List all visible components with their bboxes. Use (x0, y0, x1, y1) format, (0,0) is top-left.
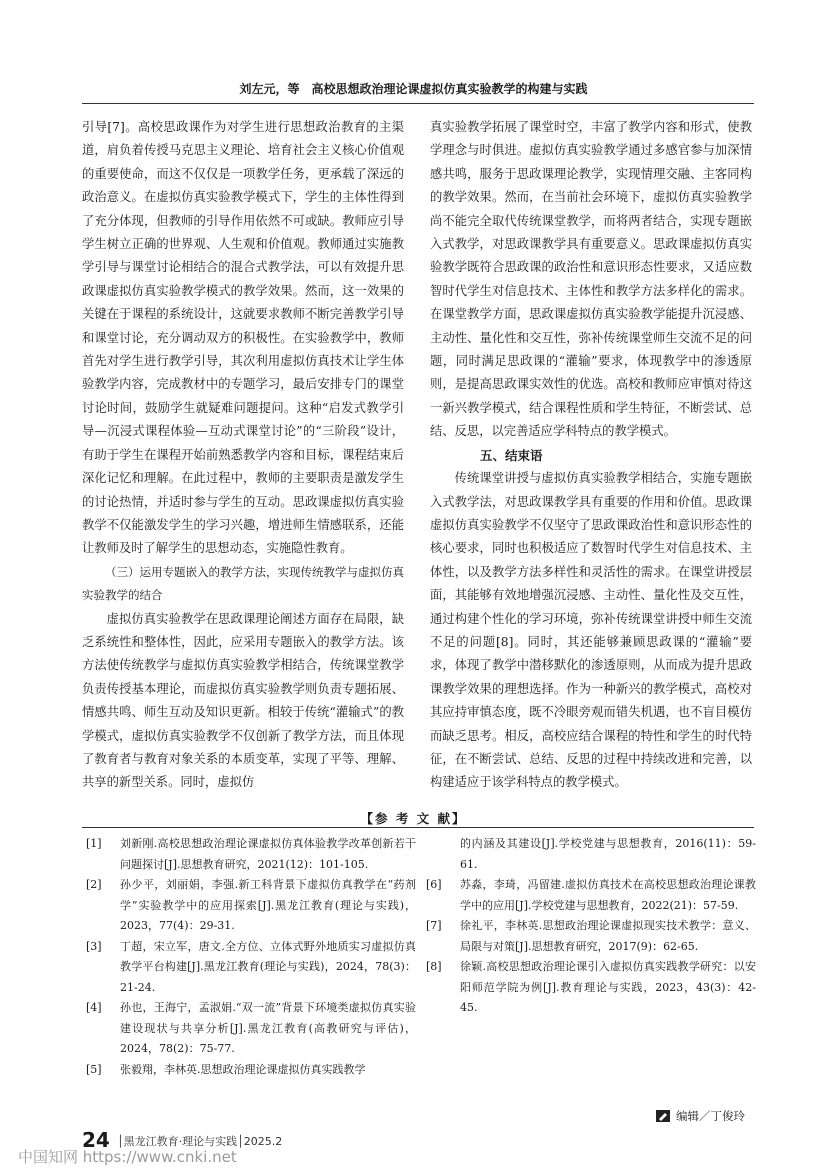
reference-text: 孙少平，刘丽娟，李强.新工科背景下虚拟仿真教学在“药剂学”实验教学中的应用探索[J].黑龙江教育(理论与实践)，2023，77(4)：29-31. (120, 878, 416, 932)
reference-number: [4] (86, 1001, 102, 1014)
running-header: 刘左元，等 高校思想政治理论课虚拟仿真实验教学的构建与实践 (239, 82, 588, 96)
reference-number: [6] (426, 878, 442, 891)
left-paragraph-2: 虚拟仿真实验教学在思政课理论阐述方面存在局限，缺乏系统性和整体性，因此，应采用专题嵌入的教学方法。该方法使传统教学与虚拟仿真实验教学相结合，传统课堂教学负责传授基本理论，而虚拟仿真实验教学则负责专题拓展、情感共鸣、师生互动及知识更新。相较于传统“灌输式”的教学模式，虚拟仿真实验教学不仅创新了教学方法，而且体现了教育者与教育对象关系的本质变革，实现了平等、理解、共享的新型关系。同时，虚拟仿 (82, 611, 404, 790)
reference-number: [8] (426, 960, 442, 973)
reference-number (426, 834, 460, 875)
header-divider (82, 103, 754, 104)
left-paragraph-1: 引导[7]。高校思政课作为对学生进行思想政治教育的主渠道，肩负着传授马克思主义理论、培育社会主义核心价值观的重要使命，而这不仅仅是一项教学任务，更承载了深远的政治意义。在虚拟仿真实验教学模式下，学生的主体性得到了充分体现，但教师的引导作用依然不可或缺。教师应引导学生树立正确的世界观、人生观和价值观。教师通过实施教学引导与课堂讨论相结合的混合式教学法，可以有效提升思政课虚拟仿真实验教学模式的教学效果。然而，这一效果的关键在于课程的系统设计，这就要求教师不断完善教学引导和课堂讨论，充分调动双方的积极性。在实验教学中，教师首先对学生进行教学引导，其次利用虚拟仿真技术让学生体验教学内容，完成教材中的专题学习，最后安排专门的课堂讨论时间，鼓励学生就疑难问题提问。这种“启发式教学引导—沉浸式课程体验—互动式课堂讨论”的“三阶段”设计，有助于学生在课程开始前熟悉教学内容和目标，课程结束后深化记忆和理解。在此过程中，教师的主要职责是激发学生的讨论热情，并适时参与学生的互动。思政课虚拟仿真实验教学不仅能激发学生的学习兴趣，增进师生情感联系，还能让教师及时了解学生的思想动态，实施隐性教育。 (82, 120, 404, 556)
reference-number: [2] (86, 878, 102, 891)
reference-text: 的内涵及其建设[J].学校党建与思想教育，2016(11)：59-61. (460, 837, 756, 871)
reference-text: 徐礼平，李林英.思想政治理论课虚拟现实技术教学：意义、局限与对策[J].思想教育研究，2017(9)：62-65. (460, 919, 756, 953)
references-left-column (86, 834, 416, 1080)
reference-item (86, 875, 416, 937)
editor-name: 编辑／丁俊玲 (676, 1109, 745, 1123)
left-column (82, 116, 404, 795)
pen-icon (656, 1110, 670, 1122)
reference-text: 苏淼，李琦，冯留建.虚拟仿真技术在高校思想政治理论课教学中的应用[J].学校党建与思想教育，2022(21)：57-59. (460, 878, 756, 912)
reference-item (86, 1060, 416, 1081)
section-title-conclusion: 五、结束语 (480, 447, 543, 463)
reference-text: 丁超，宋立军，唐文.全方位、立体式野外地质实习虚拟仿真教学平台构建[J].黑龙江教育(理论与实践)，2024，78(3)：21-24. (120, 939, 416, 994)
cnki-watermark: 中国知网 https://www.cnki.net (18, 1148, 237, 1166)
reference-item (86, 998, 416, 1060)
reference-text: 刘新刚.高校思想政治理论课虚拟仿真体验教学改革创新若干问题探讨[J].思想教育研究，2021(12)：101-105. (120, 837, 416, 871)
reference-item (86, 834, 416, 875)
reference-text: 孙也，王海宁，孟淑娟.“双一流”背景下环境类虚拟仿真实验建设现状与共享分析[J].黑龙江教育(高教研究与评估)，2024，78(2)：75-77. (120, 1001, 416, 1055)
reference-item (86, 937, 416, 999)
reference-item (426, 916, 756, 957)
reference-item (426, 875, 756, 916)
reference-text: 徐颖.高校思想政治理论课引入虚拟仿真实践教学研究：以安阳师范学院为例[J].教育理论与实践，2023，43(3)：42-45. (460, 960, 756, 1014)
right-column (430, 116, 752, 795)
reference-item (426, 834, 756, 875)
reference-text: 张毅翔，李林英.思想政治理论课虚拟仿真实践教学 (120, 1062, 366, 1076)
right-paragraph-1: 真实验教学拓展了课堂时空，丰富了教学内容和形式，使教学理念与时俱进。虚拟仿真实验教学通过多感官参与加深情感共鸣，服务于思政课理论教学，实现情理交融、主客同构的教学效果。然而，在当前社会环境下，虚拟仿真实验教学尚不能完全取代传统课堂教学，而将两者结合，实现专题嵌入式教学，对思政课教学具有重要意义。思政课虚拟仿真实验教学既符合思政课的政治性和意识形态性要求，又适应数智时代学生对信息技术、主体性和教学方法多样化的需求。在课堂教学方面，思政课虚拟仿真实验教学能提升沉浸感、主动性、量化性和交互性，弥补传统课堂师生交流不足的问题，同时满足思政课的“灌输”要求，体现教学中的渗透原则，是提高思政课实效性的优选。高校和教师应审慎对待这一新兴教学模式，结合课程性质和学生特征，不断尝试、总结、反思，以完善适应学科特点的教学模式。 (430, 120, 752, 439)
subsection-heading: （三）运用专题嵌入的教学方法，实现传统教学与虚拟仿真实验教学的结合 (82, 564, 404, 603)
right-paragraph-2: 传统课堂讲授与虚拟仿真实验教学相结合，实施专题嵌入式教学法，对思政课教学具有重要的作用和价值。思政课虚拟仿真实验教学不仅坚守了思政课政治性和意识形态性的核心要求，同时也积极适应了数智时代学生对信息技术、主体性，以及教学方法多样性和灵活性的需求。在课堂讲授层面，其能够有效地增强沉浸感、主动性、量化性及交互性，通过构建个性化的学习环境，弥补传统课堂讲授中师生交流不足的问题[8]。同时，其还能够兼顾思政课的“灌输”要求，体现了教学中潜移默化的渗透原则，从而成为提升思政课教学效果的理想选择。作为一种新兴的教学模式，高校对其应持审慎态度，既不冷眼旁观而错失机遇，也不盲目模仿而缺乏思考。相反，高校应结合课程的特性和学生的时代特征，在不断尝试、总结、反思的过程中持续改进和完善，以构建适应于该学科特点的教学模式。 (430, 471, 752, 790)
references-divider (82, 827, 754, 828)
reference-number: [1] (86, 837, 102, 850)
reference-number: [3] (86, 939, 102, 953)
page-number: 24 (82, 1128, 110, 1152)
reference-item (426, 957, 756, 1019)
reference-number: [7] (426, 919, 442, 932)
references-title: 【参 考 文 献】 (360, 811, 467, 826)
journal-footer: │黑龙江教育·理论与实践│2025.2 (117, 1135, 283, 1148)
editor-credit (656, 1108, 745, 1124)
reference-number: [5] (86, 1062, 102, 1076)
references-right-column (426, 834, 756, 1019)
